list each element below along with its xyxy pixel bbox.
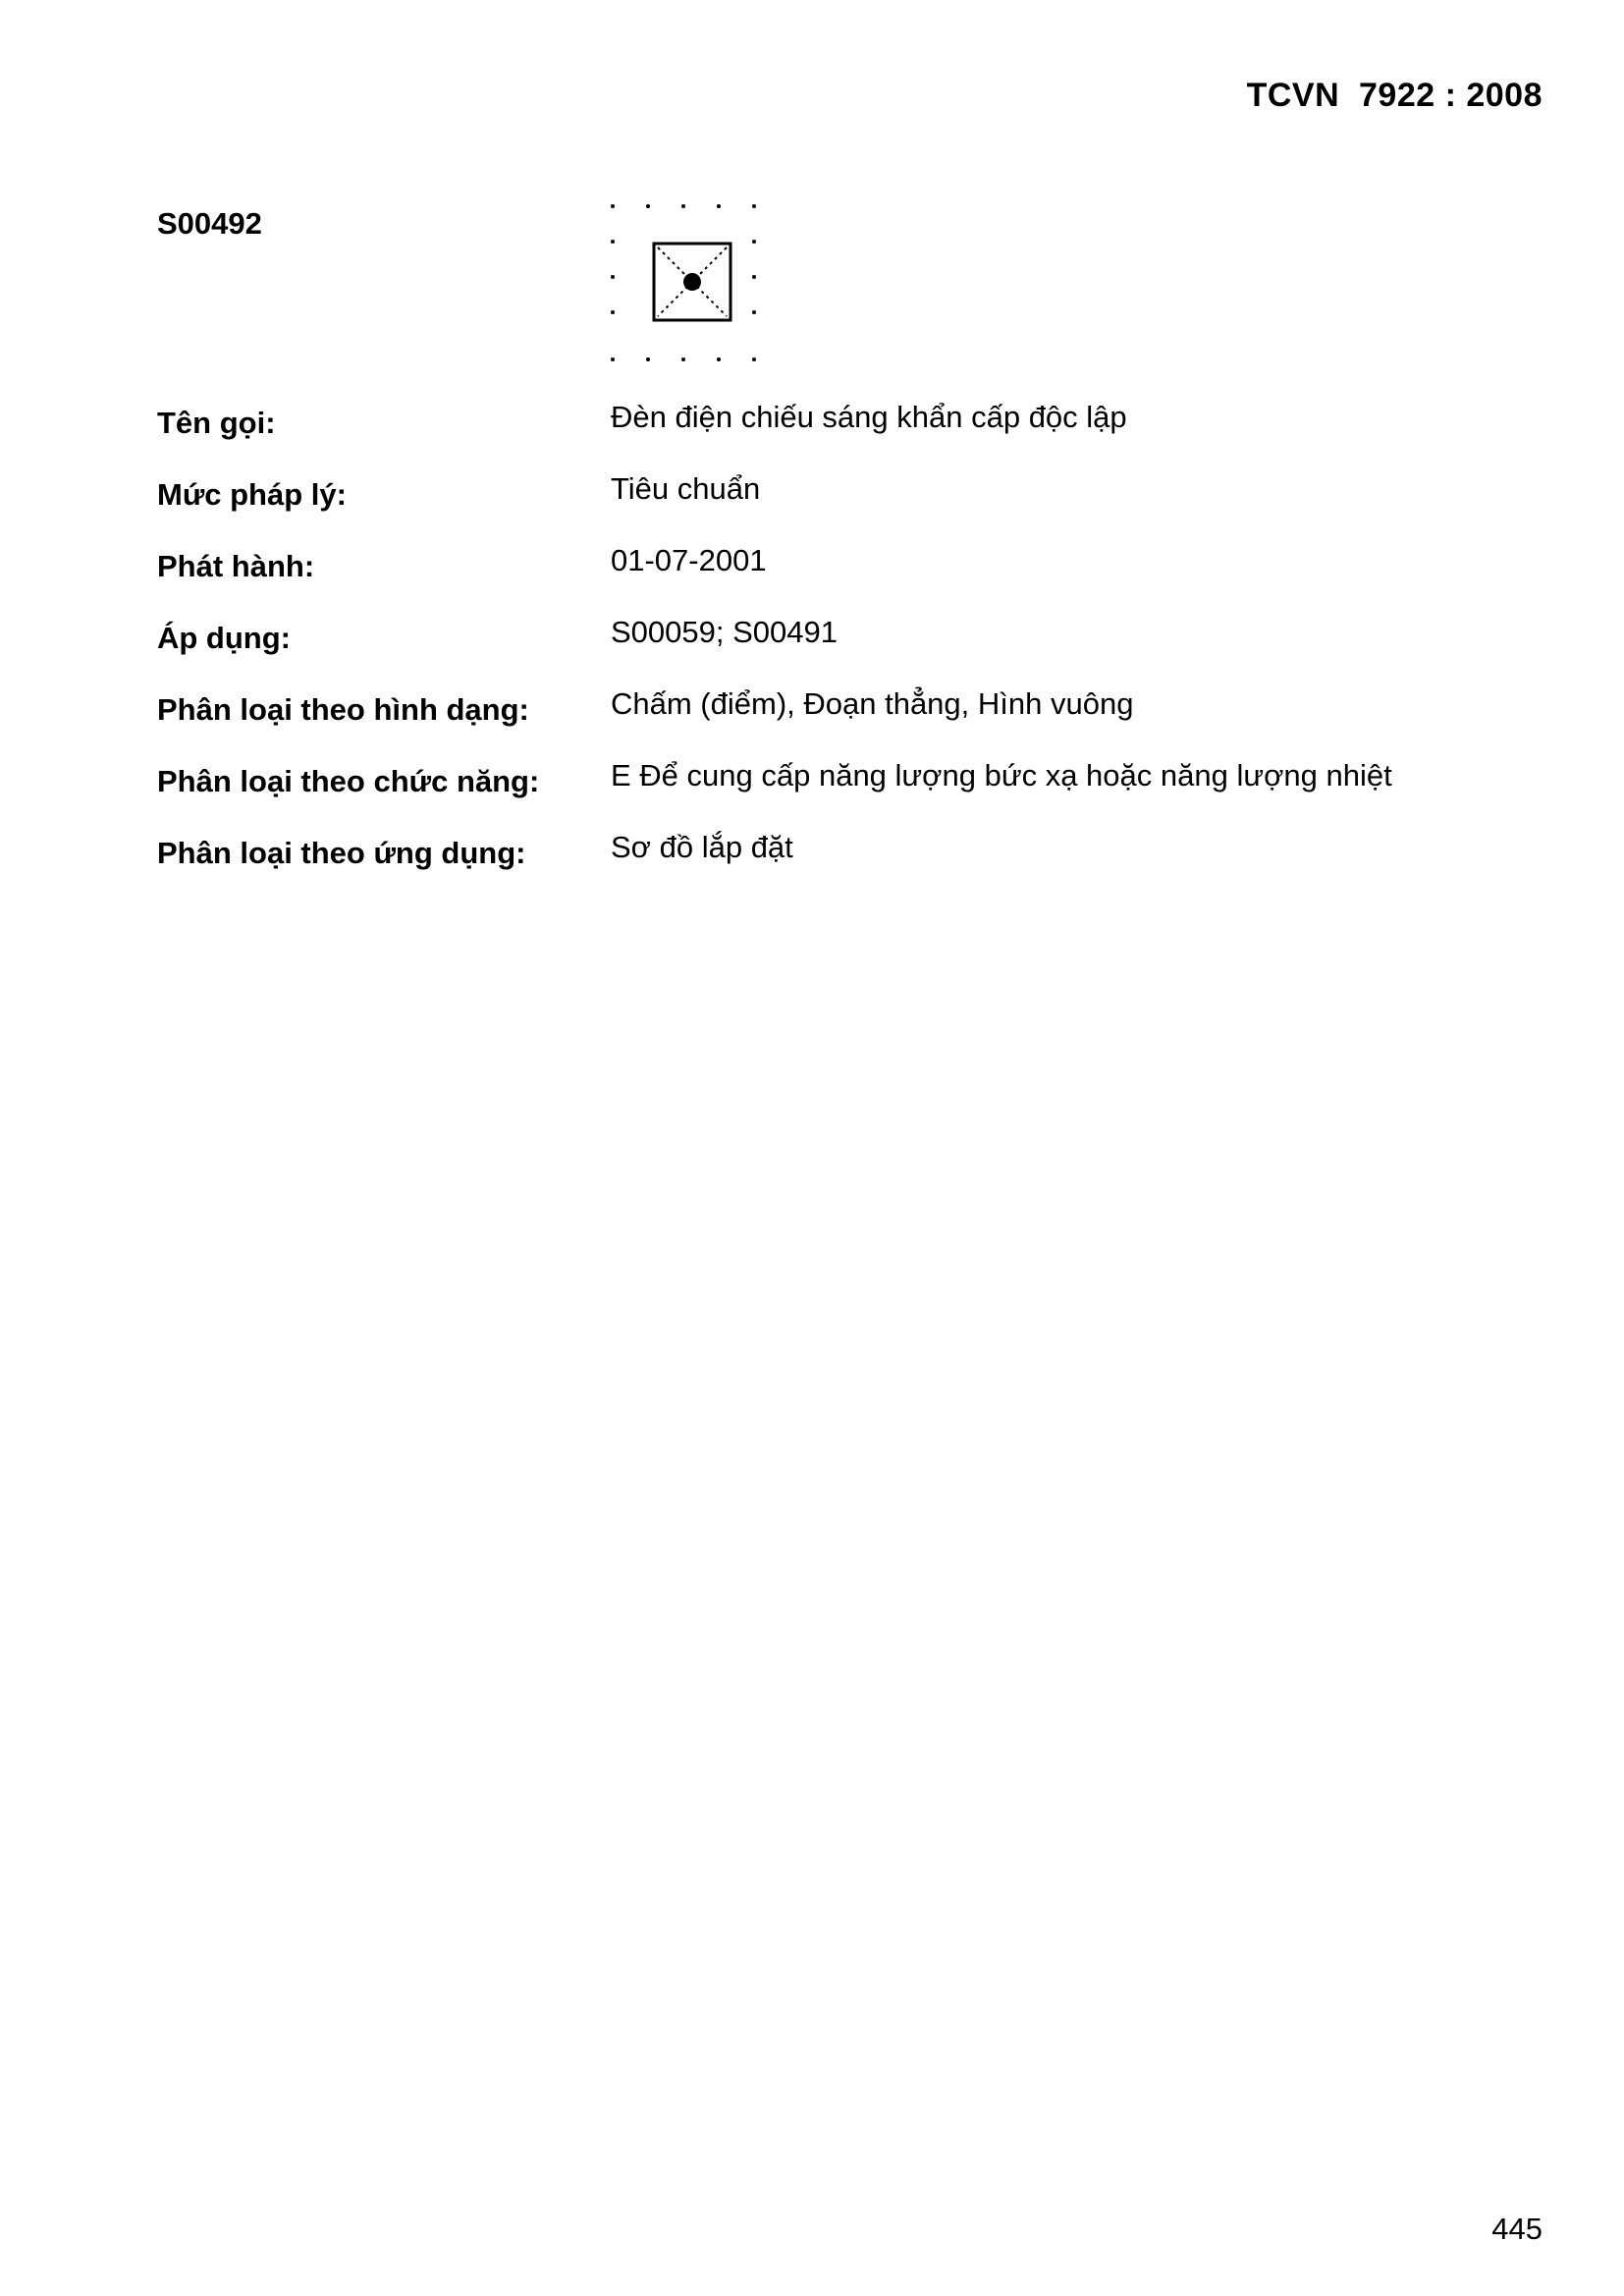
property-row-name	[157, 398, 1434, 469]
property-label: Áp dụng:	[157, 621, 292, 655]
property-row-shape-class	[157, 684, 1434, 756]
property-label: Phân loại theo hình dạng:	[157, 692, 529, 727]
property-value: S00059; S00491	[611, 615, 838, 649]
property-value: Chấm (điểm), Đoạn thẳng, Hình vuông	[611, 686, 1134, 721]
property-row-application-class	[157, 828, 1434, 900]
property-row-legal-level	[157, 469, 1434, 541]
properties-table	[157, 398, 1434, 900]
property-label: Phân loại theo ứng dụng:	[157, 836, 526, 870]
property-row-function-class	[157, 756, 1434, 828]
property-row-applies	[157, 613, 1434, 684]
standard-header: TCVN 7922 : 2008	[1246, 77, 1543, 114]
property-label: Tên gọi:	[157, 406, 276, 440]
property-value: Đèn điện chiếu sáng khẩn cấp độc lập	[611, 400, 1127, 434]
property-value: Sơ đồ lắp đặt	[611, 830, 793, 864]
property-label: Phân loại theo chức năng:	[157, 764, 540, 798]
emergency-luminaire-symbol-icon	[601, 194, 778, 371]
property-value: Tiêu chuẩn	[611, 471, 761, 506]
symbol-code: S00492	[157, 206, 262, 241]
property-label: Mức pháp lý:	[157, 477, 347, 512]
property-label: Phát hành:	[157, 549, 315, 583]
page-number: 445	[1491, 2212, 1543, 2246]
property-value: E Để cung cấp năng lượng bức xạ hoặc năng lượng nhiệt	[611, 758, 1392, 793]
property-row-issued	[157, 541, 1434, 613]
property-value: 01-07-2001	[611, 543, 767, 577]
